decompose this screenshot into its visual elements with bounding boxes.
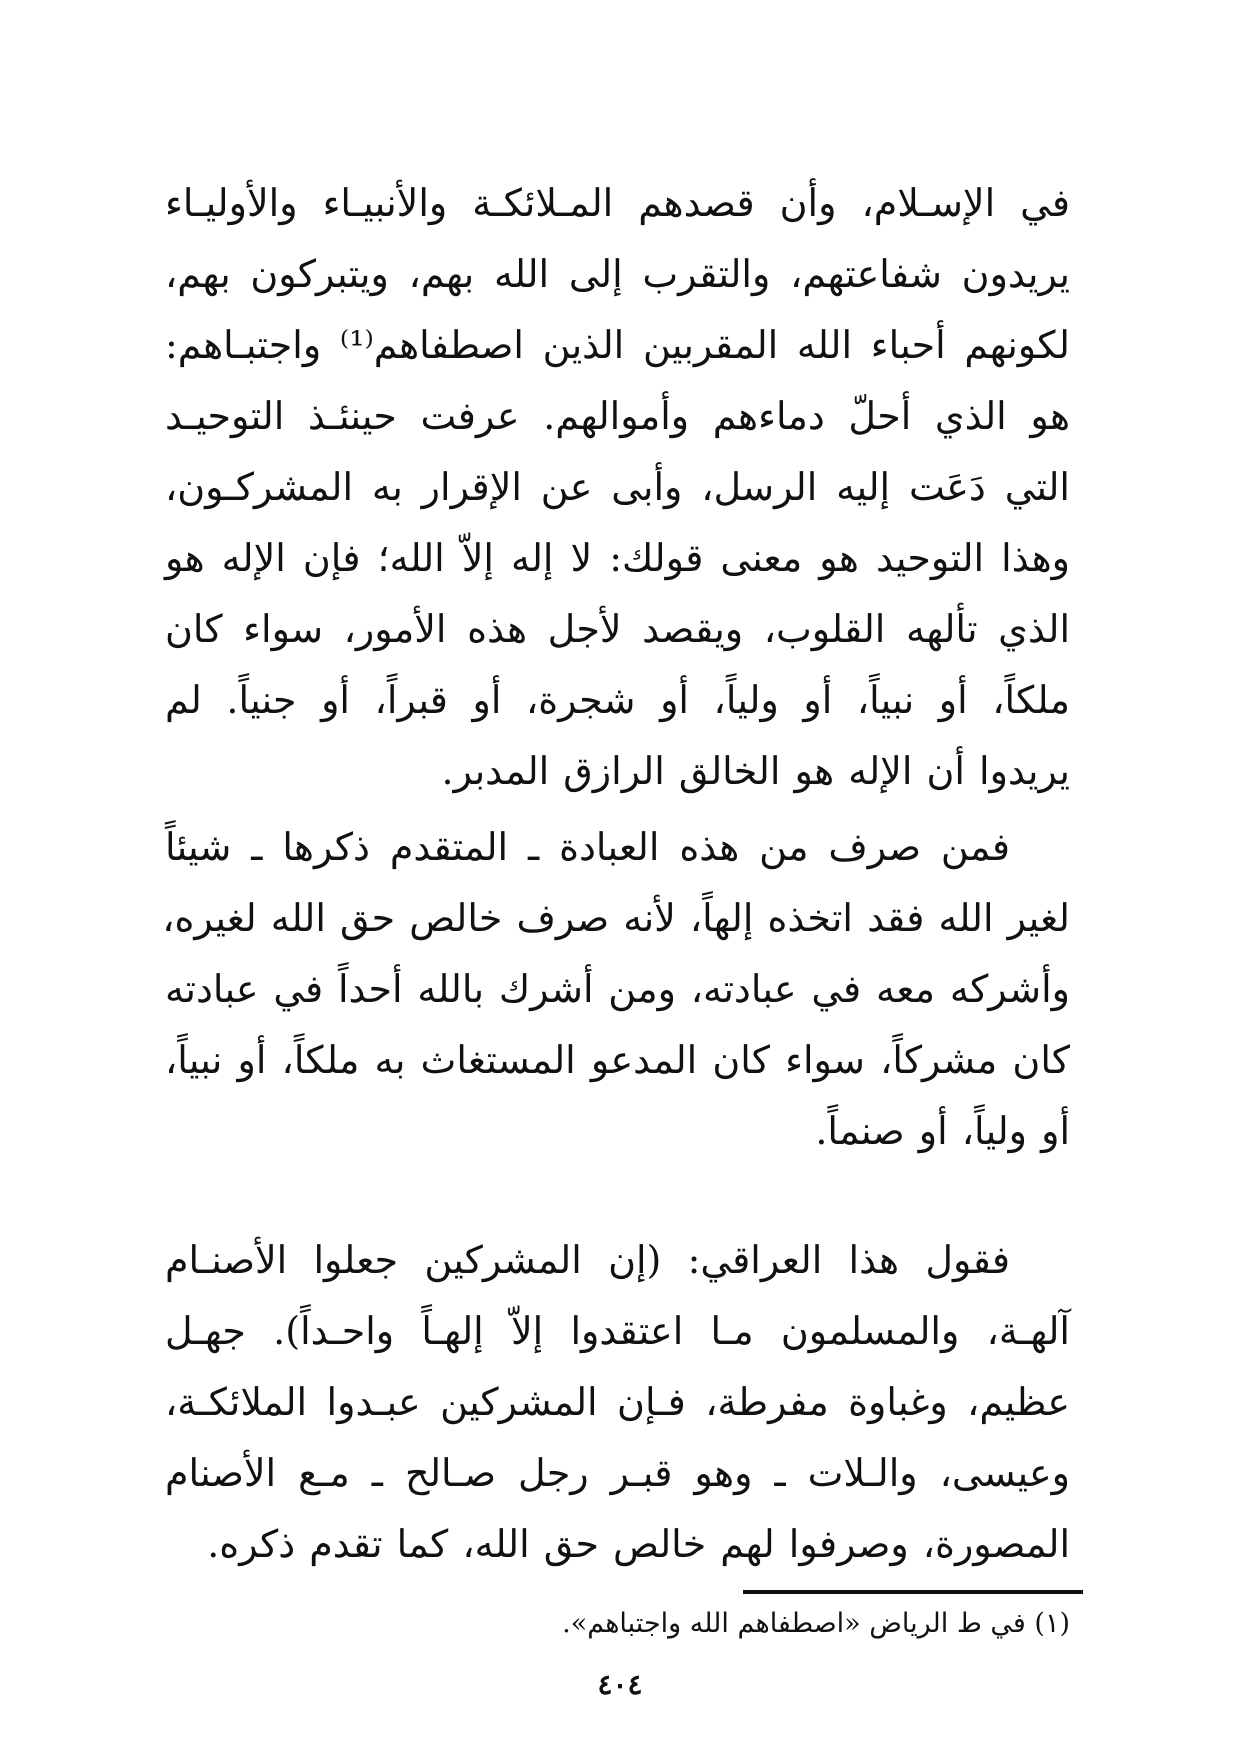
text-line: وهذا التوحيد هو معنى قولك: لا إله إلاّ الله؛ فإن الإله هو — [165, 536, 1070, 580]
text-line: آلهـة، والمسلمون مـا اعتقدوا إلاّ إلهـاً واحـداً). جهـل — [165, 1309, 1070, 1353]
text-line: يريدوا أن الإله هو الخالق الرازق المدبر. — [441, 749, 1070, 793]
text-line: فمن صرف من هذه العبادة ـ المتقدم ذكرها ـ شيئاً — [165, 825, 1010, 869]
text-line: هو الذي أحلّ دماءهم وأموالهم. عرفت حينئـذ التوحيـد — [165, 394, 1070, 438]
footnote-divider — [743, 1590, 1083, 1594]
text-line: كان مشركاً، سواء كان المدعو المستغاث به ملكاً، أو نبياً، — [165, 1038, 1070, 1082]
text-line: ملكاً، أو نبياً، أو ولياً، أو شجرة، أو قبراً، أو جنياً. لم — [165, 678, 1070, 722]
text-line: فقول هذا العراقي: (إن المشركين جعلوا الأصنـام — [165, 1238, 1010, 1282]
text-line: لكونهم أحباء الله المقربين الذين اصطفاهم⁽¹⁾ واجتبـاهم: — [165, 323, 1070, 367]
text-line: في الإسـلام، وأن قصدهم المـلائكـة والأنبيـاء والأوليـاء — [165, 181, 1070, 225]
paragraph-2 — [162, 812, 1070, 1167]
paragraph-3 — [165, 1225, 1070, 1580]
text-line: وأشركه معه في عبادته، ومن أشرك بالله أحداً في عبادته — [165, 967, 1070, 1011]
footnote: (١) في ط الرياض «اصطفاهم الله واجتباهم». — [562, 1608, 1070, 1639]
paragraph-1-text — [165, 168, 1070, 807]
paragraph-1 — [165, 168, 1070, 807]
text-line: لغير الله فقد اتخذه إلهاً، لأنه صرف خالص حق الله لغيره، — [162, 896, 1070, 940]
paragraph-2-text — [162, 812, 1070, 1167]
text-line: التي دَعَت إليه الرسل، وأبى عن الإقرار به المشركـون، — [165, 465, 1070, 509]
text-line: وعيسى، والـلات ـ وهو قبـر رجل صـالح ـ مـع الأصنام — [165, 1451, 1070, 1495]
text-line: يريدون شفاعتهم، والتقرب إلى الله بهم، ويتبركون بهم، — [165, 252, 1070, 296]
page-number: ٤٠٤ — [597, 1668, 643, 1701]
text-line: المصورة، وصرفوا لهم خالص حق الله، كما تقدم ذكره. — [207, 1522, 1070, 1566]
text-line: أو ولياً، أو صنماً. — [815, 1109, 1070, 1153]
paragraph-3-text — [165, 1225, 1070, 1580]
text-line: الذي تألهه القلوب، ويقصد لأجل هذه الأمور، سواء كان — [165, 607, 1070, 651]
text-line: عظيم، وغباوة مفرطة، فـإن المشركين عبـدوا الملائكـة، — [165, 1380, 1070, 1424]
